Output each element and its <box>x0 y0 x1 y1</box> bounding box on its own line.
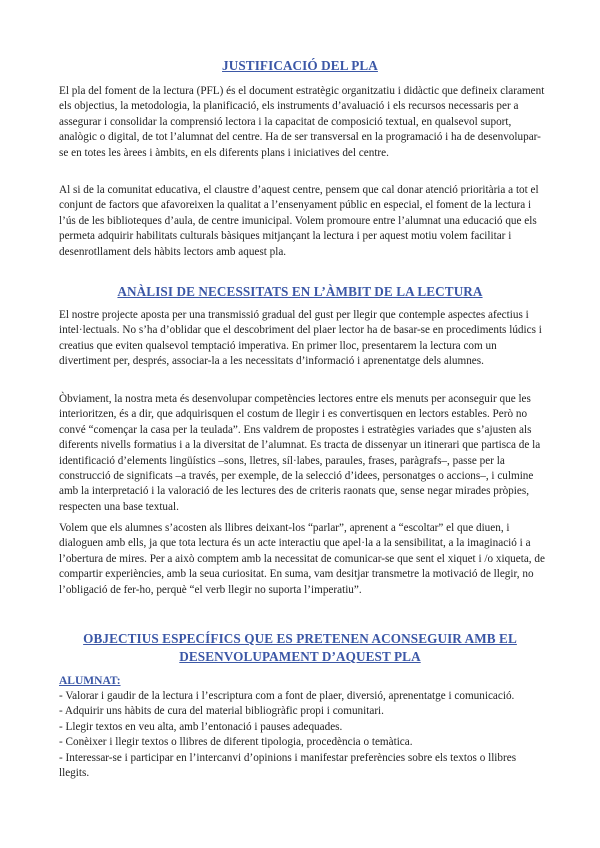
section-title-objectius-line2: DESENVOLUPAMENT D’AQUEST PLA <box>179 649 421 664</box>
list-item: - Llegir textos en veu alta, amb l’entonació i pauses adequades. <box>59 720 343 733</box>
paragraph-justificacio-2: Al si de la comunitat educativa, el claustre d’aquest centre, pensem que cal donar atenció prioritària a tot el conjunt de factors que afavoreixen la qualitat a l’ensenyament públic en especial, el foment de la lectura i l’ús de les biblioteques d’aula, de centre imunicipal. Volem promoure entre l’alumnat una educació que els permeta adquirir habilitats culturals bàsiques mitjançant la lectura i per aquest motiu volem facilitar i desenrotllament dels hàbits lectors amb aquest pla. <box>59 184 539 258</box>
list-item: - Valorar i gaudir de la lectura i l’escriptura com a font de plaer, diversió, aprenentatge i comunicació. <box>59 690 515 702</box>
subheading-alumnat: ALUMNAT: <box>59 675 121 687</box>
paragraph-justificacio-1: El pla del foment de la lectura (PFL) és el document estratègic organitzatiu i didàctic que defineix clarament els objectius, la metodologia, la planificació, els instruments d’avaluació i els recursos necessaris per a assegurar i consolidar la comprensió lectora i la capacitat de composició textual, en qualsevol suport, analògic o digital, de tot l’alumnat del centre. Ha de ser transversal en la programació i ha de desenvolupar-se en totes les àrees i àmbits, en els diferents plans i iniciatives del centre. <box>59 85 545 159</box>
section-title-objectius-line1: OBJECTIUS ESPECÍFICS QUE ES PRETENEN ACONSEGUIR AMB EL <box>83 631 517 646</box>
paragraph-analisi-2: Òbviament, la nostra meta és desenvolupar competències lectores entre els menuts per aconseguir que les interioritzen, és a dir, que adquirisquen el costum de llegir i es convertisquen en lectors estables. Però no convé “començar la casa per la teulada”. Ens valdrem de propostes i estratègies variades que s’ajusten als diferents nivells formatius i a la diversitat de l’alumnat. Es tracta de dissenyar un itinerari que partisca de la identificació d’elements lingüístics –sons, lletres, síl·labes, paraules, frases, paràgrafs–, passe per la construcció de significats –a través, per exemple, de la selecció d’idees, personatges o accions–, i culmine amb la interpretació i la valoració de les lectures des de criteris raonats que, sense negar mirades pròpies, respecten una base textual. <box>59 393 541 513</box>
list-item: - Conèixer i llegir textos o llibres de diferent tipologia, procedència o temàtica. <box>59 736 413 749</box>
list-item: - Interessar-se i participar en l’intercanvi d’opinions i manifestar preferències sobre els textos o llibres llegits. <box>59 751 517 780</box>
list-item: - Adquirir uns hàbits de cura del material bibliogràfic propi i comunitari. <box>59 705 384 718</box>
paragraph-analisi-3: Volem que els alumnes s’acosten als llibres deixant-los “parlar”, aprenent a “escoltar” el que diuen, i dialoguen amb ells, ja que tota lectura és un acte interactiu que apel·la a la sensibilitat, a la imaginació i a l’obertura de mires. Per a això comptem amb la necessitat de comunicar-se que sent el xiquet i /o xiqueta, de compartir experiències, amb la seua curiositat. En suma, vam desitjar transmetre la motivació de llegir, no l’obligació de fer-ho, perquè “el verb llegir no suporta l’imperatiu”. <box>59 522 545 596</box>
section-title-analisi: ANÀLISI DE NECESSITATS EN L’ÀMBIT DE LA LECTURA <box>117 284 483 299</box>
objectives-list <box>59 689 545 781</box>
paragraph-analisi-1: El nostre projecte aposta per una transmissió gradual del gust per llegir que contemple aspectes afectius i intel·lectuals. No s’ha d’oblidar que el descobriment del plaer lector ha de basar-se en procediments lúdics i creatius que eviten qualsevol temptació imperativa. En primer lloc, presentarem la lectura com un divertiment per, després, associar-la a les necessitats d’informació i aprenentatge dels alumnes. <box>59 309 542 368</box>
section-title-justificacio: JUSTIFICACIÓ DEL PLA <box>222 58 378 73</box>
